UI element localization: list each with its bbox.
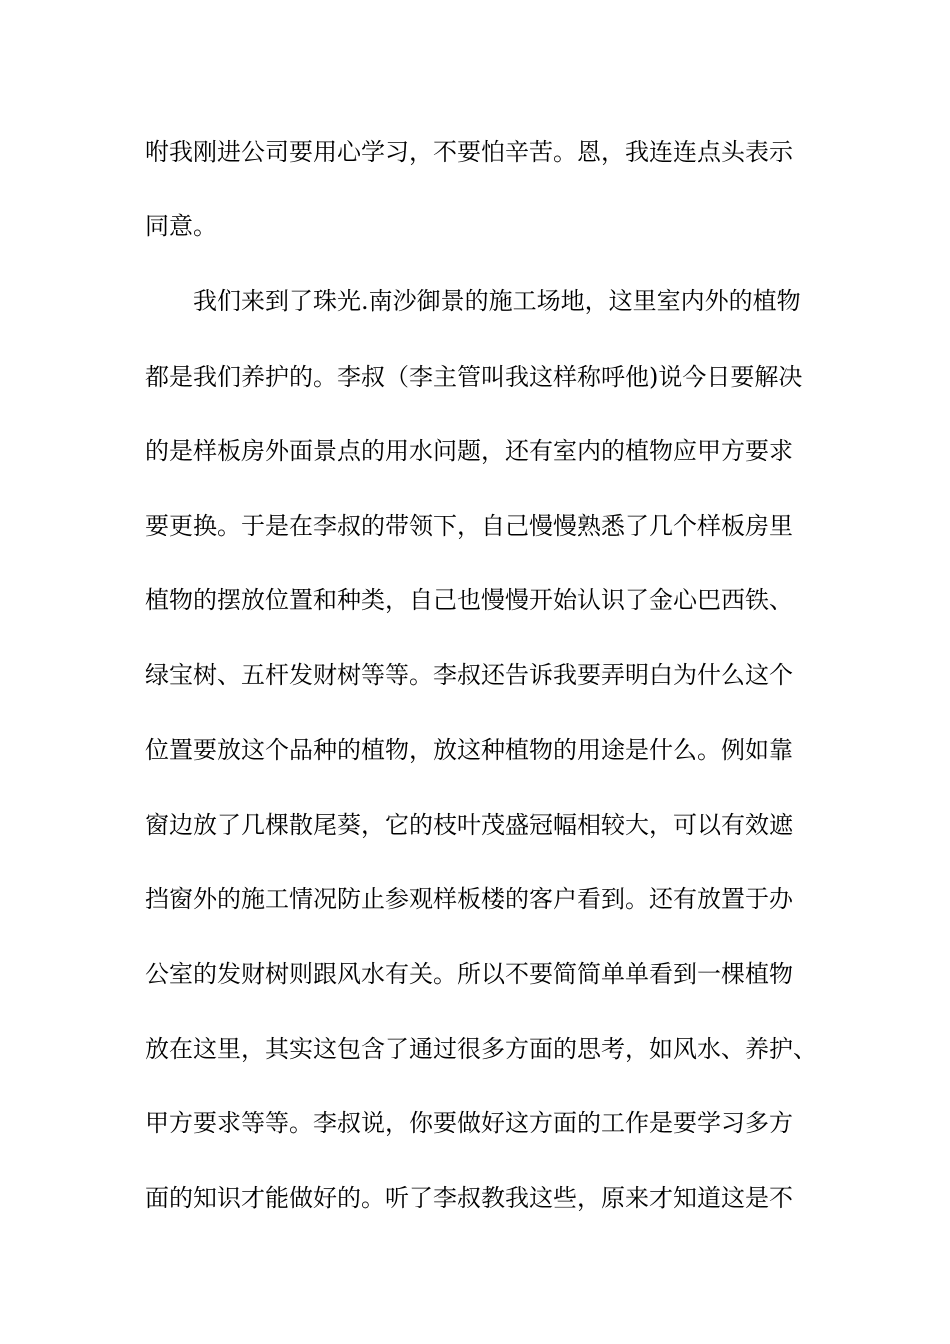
text-line: 公室的发财树则跟风水有关。所以不要简简单单看到一棵植物 bbox=[145, 960, 793, 988]
text-line: 咐我刚进公司要用心学习，不要怕辛苦。恩，我连连点头表示 bbox=[145, 138, 793, 166]
text-line: 要更换。于是在李叔的带领下，自己慢慢熟悉了几个样板房里 bbox=[145, 512, 793, 540]
text-line: 我们来到了珠光.南沙御景的施工场地，这里室内外的植物 bbox=[193, 287, 801, 315]
text-line: 窗边放了几棵散尾葵，它的枝叶茂盛冠幅相较大，可以有效遮 bbox=[145, 811, 793, 839]
text-line: 挡窗外的施工情况防止参观样板楼的客户看到。还有放置于办 bbox=[145, 885, 793, 913]
text-line: 甲方要求等等。李叔说，你要做好这方面的工作是要学习多方 bbox=[145, 1109, 793, 1137]
text-line: 植物的摆放位置和种类，自己也慢慢开始认识了金心巴西铁、 bbox=[145, 586, 793, 614]
text-line: 位置要放这个品种的植物，放这种植物的用途是什么。例如靠 bbox=[145, 736, 793, 764]
text-line: 都是我们养护的。李叔（李主管叫我这样称呼他)说今日要解决 bbox=[145, 363, 803, 391]
text-line: 绿宝树、五杆发财树等等。李叔还告诉我要弄明白为什么这个 bbox=[145, 661, 793, 689]
text-line: 的是样板房外面景点的用水问题，还有室内的植物应甲方要求 bbox=[145, 437, 793, 465]
text-line: 面的知识才能做好的。听了李叔教我这些，原来才知道这是不 bbox=[145, 1184, 793, 1212]
text-line: 放在这里，其实这包含了通过很多方面的思考，如风水、养护、 bbox=[145, 1035, 817, 1063]
text-line: 同意。 bbox=[145, 212, 217, 240]
